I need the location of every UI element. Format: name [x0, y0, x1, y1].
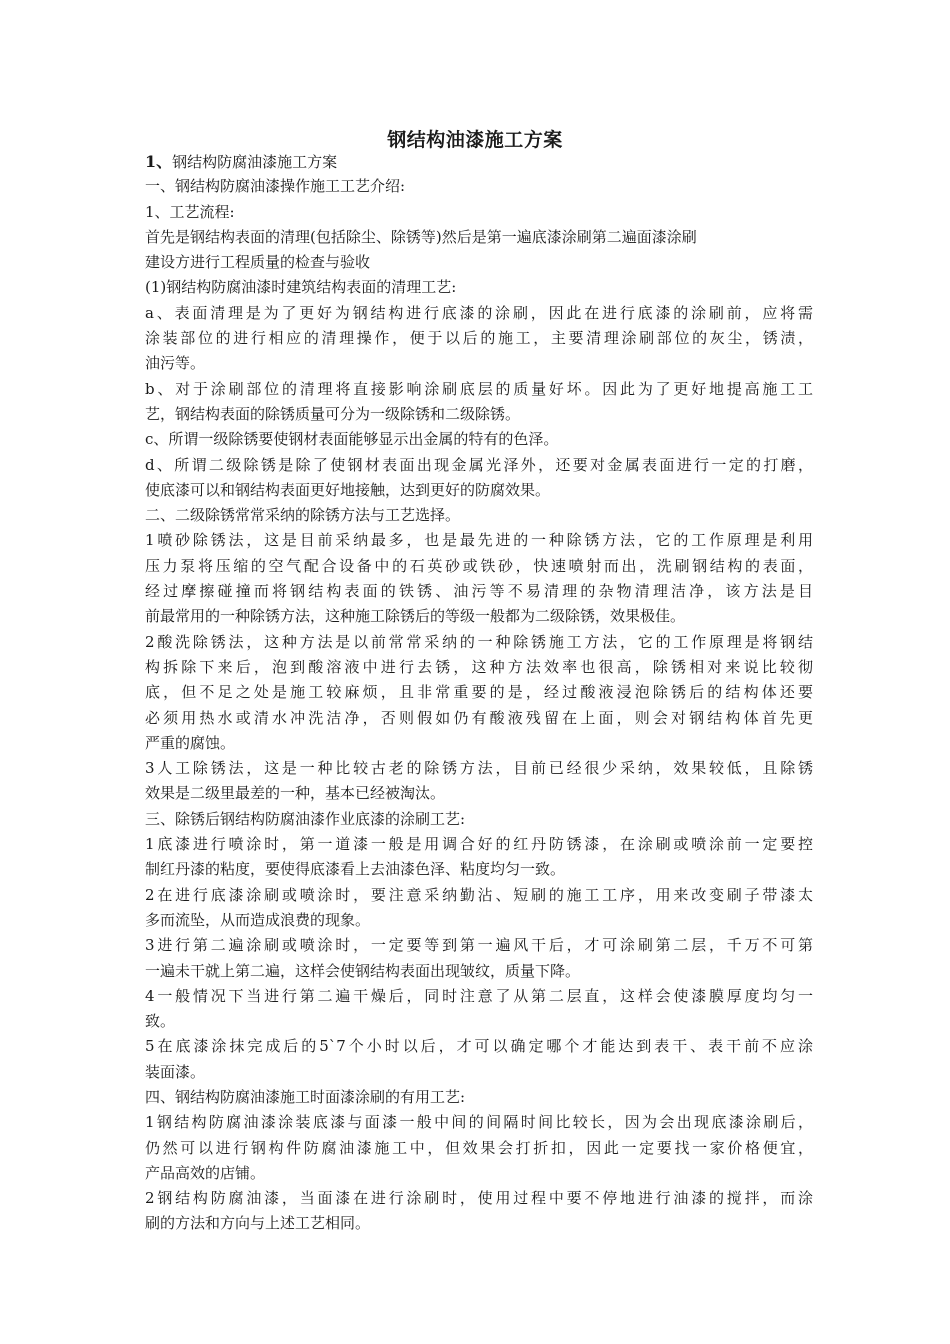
text-line: 三、除锈后钢结构防腐油漆作业底漆的涂刷工艺:: [145, 809, 466, 828]
text-line: 首先是钢结构表面的清理(包括除尘、除锈等)然后是第一遍底漆涂刷第二遍面漆涂刷: [145, 227, 697, 246]
text-line: 5在底漆涂抹完成后的5`7个小时以后，才可以确定哪个才能达到表干、表干前不应涂: [145, 1037, 813, 1056]
text-line: 前最常用的一种除锈方法，这种施工除锈后的等级一般都为二级除锈，效果极佳。: [145, 607, 686, 626]
text-line: 仍然可以进行钢构件防腐油漆施工中，但效果会打折扣，因此一定要找一家价格便宜，: [145, 1138, 813, 1157]
text-line: 3进行第二遍涂刷或喷涂时，一定要等到第一遍风干后，才可涂刷第二层，千万不可第: [145, 936, 813, 955]
text-line: 严重的腐蚀。: [145, 733, 236, 752]
text-line: 效果是二级里最差的一种，基本已经被淘汰。: [145, 784, 446, 803]
document-body: [145, 149, 813, 1237]
text-line: 装面漆。: [145, 1062, 206, 1081]
text-line: 构拆除下来后，泡到酸溶液中进行去锈，这种方法效率也很高，除锈相对来说比较彻: [145, 657, 813, 676]
text-line: 必须用热水或清水冲洗洁净，否则假如仍有酸液残留在上面，则会对钢结构体首先更: [145, 708, 813, 727]
text-line: 产品高效的店铺。: [145, 1163, 266, 1182]
text-line: a、表面清理是为了更好为钢结构进行底漆的涂刷，因此在进行底漆的涂刷前，应将需: [145, 303, 813, 322]
section-number: 1、: [145, 152, 173, 171]
text-line: 建设方进行工程质量的检查与验收: [145, 253, 371, 272]
text-line: 四、钢结构防腐油漆施工时面漆涂刷的有用工艺:: [145, 1087, 466, 1106]
text-line: 2在进行底漆涂刷或喷涂时，要注意采纳勤沾、短刷的施工工序，用来改变刷子带漆太: [145, 885, 813, 904]
text-line: 一、钢结构防腐油漆操作施工工艺介绍:: [145, 177, 406, 196]
text-line: 1喷砂除锈法，这是目前采纳最多，也是最先进的一种除锈方法，它的工作原理是利用: [145, 531, 813, 550]
text-line: 艺，钢结构表面的除锈质量可分为一级除锈和二级除锈。: [145, 404, 521, 423]
text-line: 油污等。: [145, 354, 206, 373]
text-line: 二、二级除锈常常采纳的除锈方法与工艺选择。: [145, 506, 461, 525]
document-title: 钢结构油漆施工方案: [387, 129, 563, 151]
text-line: 2酸洗除锈法，这种方法是以前常常采纳的一种除锈施工方法，它的工作原理是将钢结: [145, 632, 813, 651]
text-line: (1)钢结构防腐油漆时建筑结构表面的清理工艺:: [145, 278, 457, 297]
text-line: 刷的方法和方向与上述工艺相同。: [145, 1214, 371, 1233]
text-line: 多而流坠，从而造成浪费的现象。: [145, 910, 371, 929]
text-line: 涂装部位的进行相应的清理操作，便于以后的施工，主要清理涂刷部位的灰尘，锈渍，: [145, 329, 813, 348]
section-heading-text: 钢结构防腐油漆施工方案: [172, 153, 338, 171]
text-line: b、对于涂刷部位的清理将直接影响涂刷底层的质量好坏。因此为了更好地提高施工工: [145, 379, 813, 398]
text-line: 1底漆进行喷涂时，第一道漆一般是用调合好的红丹防锈漆，在涂刷或喷涂前一定要控: [145, 835, 813, 854]
section-heading: [145, 149, 813, 174]
text-line: 经过摩擦碰撞而将钢结构表面的铁锈、油污等不易清理的杂物清理洁净，该方法是目: [145, 582, 813, 601]
text-line: 1、工艺流程:: [145, 202, 235, 221]
text-line: 压力泵将压缩的空气配合设备中的石英砂或铁砂，快速喷射而出，洗刷钢结构的表面，: [145, 556, 813, 575]
text-line: 3人工除锈法，这是一种比较古老的除锈方法，目前已经很少采纳，效果较低，且除锈: [145, 759, 813, 778]
text-line: 一遍未干就上第二遍，这样会使钢结构表面出现皱纹，质量下降。: [145, 961, 581, 980]
text-line: 4一般情况下当进行第二遍干燥后，同时注意了从第二层直，这样会使漆膜厚度均匀一: [145, 986, 813, 1005]
text-line: c、所谓一级除锈要使钢材表面能够显示出金属的特有的色泽。: [145, 430, 559, 449]
text-line: d、所谓二级除锈是除了使钢材表面出现金属光泽外，还要对金属表面进行一定的打磨，: [145, 455, 813, 474]
text-line: 致。: [145, 1012, 176, 1031]
text-line: 使底漆可以和钢结构表面更好地接触，达到更好的防腐效果。: [145, 480, 551, 499]
text-line: 底，但不足之处是施工较麻烦，且非常重要的是，经过酸液浸泡除锈后的结构体还要: [145, 683, 813, 702]
text-line: 制红丹漆的粘度，要使得底漆看上去油漆色泽、粘度均匀一致。: [145, 860, 566, 879]
text-line: 1钢结构防腐油漆涂装底漆与面漆一般中间的间隔时间比较长，因为会出现底漆涂刷后，: [145, 1113, 813, 1132]
text-line: 2钢结构防腐油漆，当面漆在进行涂刷时，使用过程中要不停地进行油漆的搅拌，而涂: [145, 1189, 813, 1208]
